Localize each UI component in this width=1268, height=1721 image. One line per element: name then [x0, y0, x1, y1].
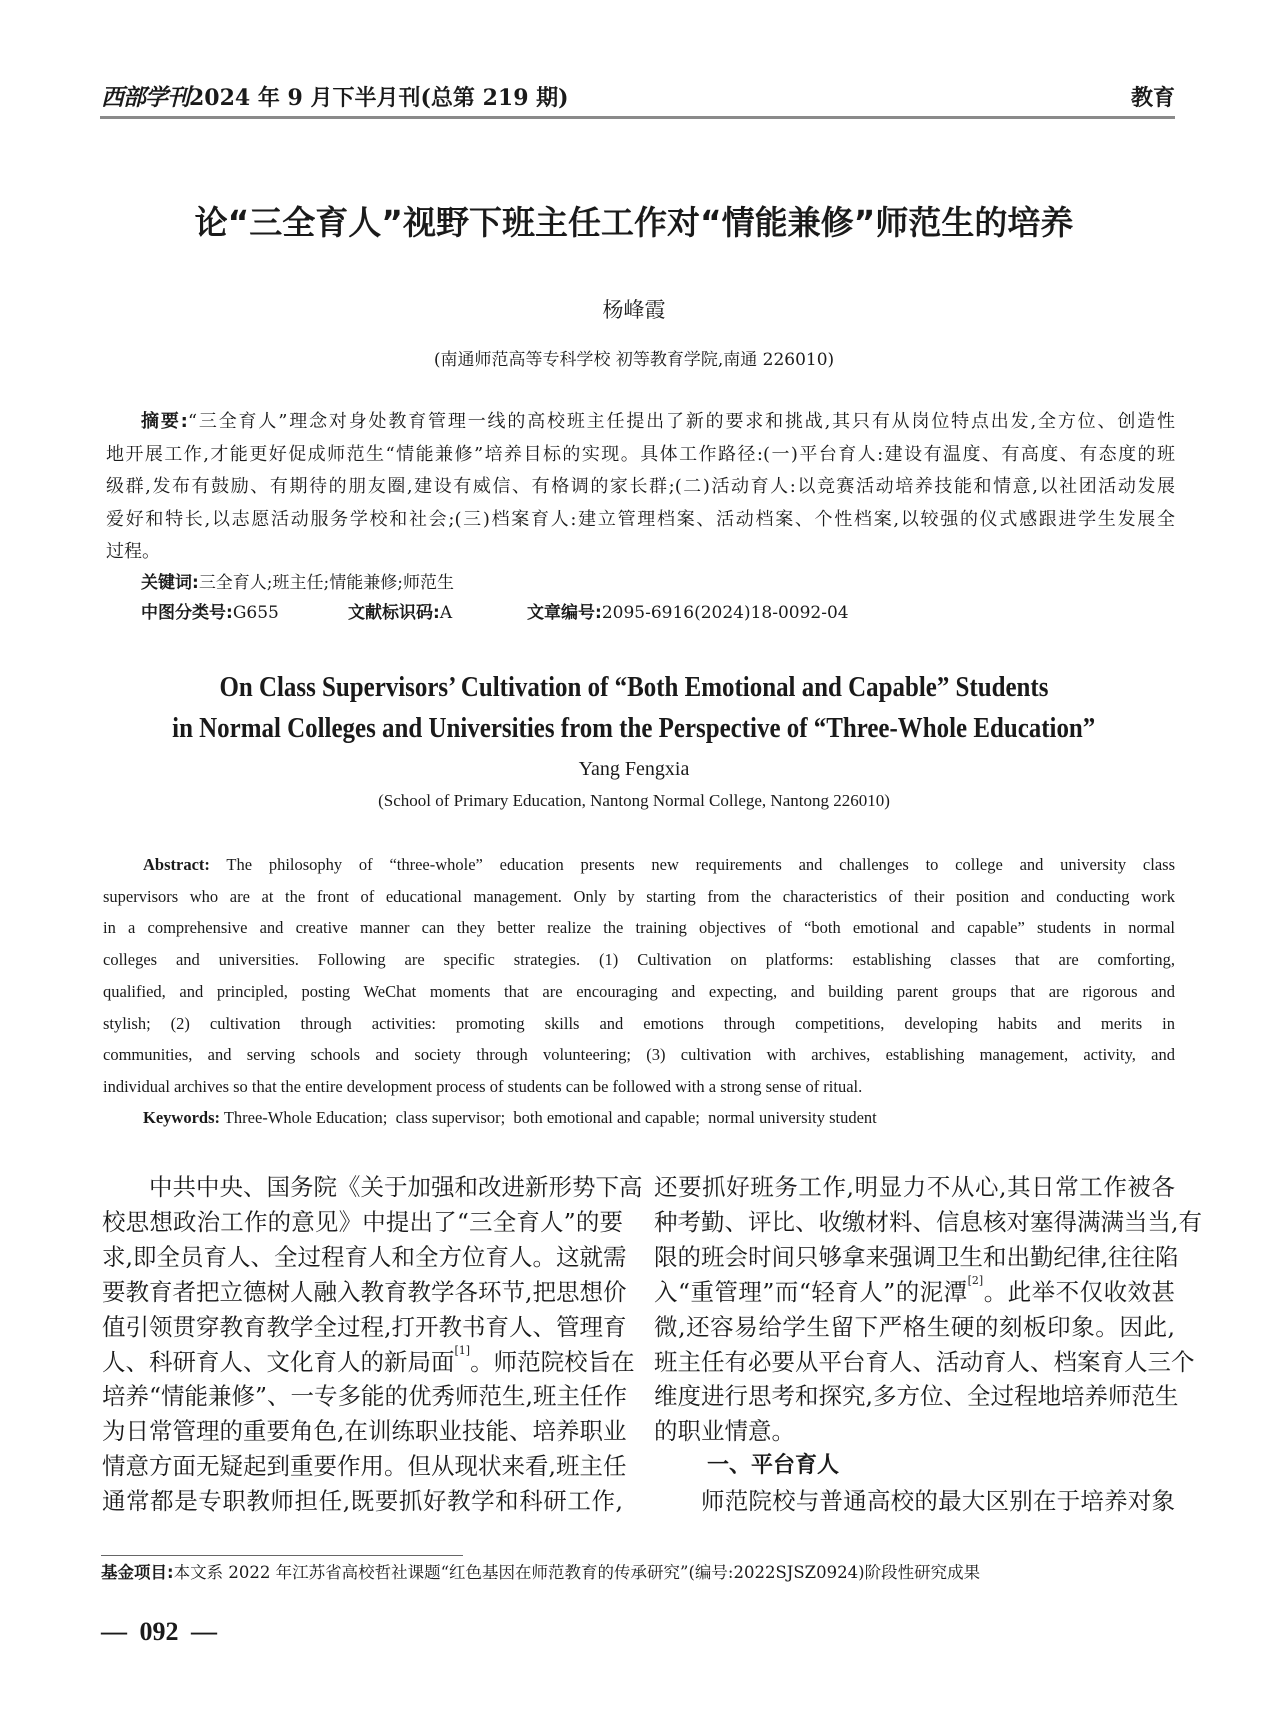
body-line — [654, 1275, 1175, 1310]
body-text: 的职业情意。 — [654, 1417, 795, 1446]
body-line — [102, 1275, 627, 1310]
keywords-cn-value: 三全育人;班主任;情能兼修;师范生 — [198, 573, 454, 593]
title-en-text: On Class Supervisors’ Cultivation of “Both Emotional and Capable” Students — [219, 671, 1049, 703]
body-text: 要教育者把立德树人融入教育教学各环节,把思想价 — [102, 1277, 627, 1306]
document-code — [348, 599, 452, 627]
body-line — [102, 1170, 643, 1205]
abstract-line — [103, 976, 1175, 1008]
abstract-line-text: 爱好和特长,以志愿活动服务学校和社会;(三)档案育人:建立管理档案、活动档案、个性档案,以较强的仪式感跟进学生发展全 — [106, 508, 1175, 530]
title-en-line-2 — [0, 710, 1268, 746]
article-number — [527, 599, 849, 627]
abstract-line-text: The philosophy of “three-whole” education presents new requirements and challenges to college and university class — [226, 855, 1176, 874]
section-heading — [654, 1449, 1175, 1484]
abstract-line-text: supervisors who are at the front of educational management. Only by starting from the characteristics of their position and conducting work — [103, 886, 1175, 906]
abstract-line — [103, 1008, 1175, 1040]
abstract-line — [103, 849, 1175, 881]
body-text: 班主任有必要从平台育人、活动育人、档案育人三个 — [654, 1347, 1195, 1376]
body-text: 求,即全员育人、全过程育人和全方位育人。这就需 — [102, 1242, 627, 1271]
body-text: 。此举不仅收效甚 — [983, 1277, 1176, 1306]
abstract-line-text: individual archives so that the entire development process of students can be followed with a strong sense of ritual. — [103, 1076, 863, 1096]
journal-logo: 西部学刊 — [101, 84, 189, 111]
abstract-label: 摘要: — [141, 411, 188, 432]
abstract-en — [103, 849, 1175, 1103]
article-value: 2095-6916(2024)18-0092-04 — [601, 603, 849, 623]
body-column-right — [654, 1170, 1202, 1519]
body-text: 校思想政治工作的意见》中提出了“三全育人”的要 — [102, 1207, 623, 1236]
doc-label: 文献标识码: — [348, 603, 440, 623]
author-cn: 杨峰霞 — [602, 298, 666, 322]
body-line — [654, 1310, 1175, 1345]
abstract-line-text: qualified, and principled, posting WeChat moments that are encouraging and expecting, and building parent groups that are rigorous and — [103, 981, 1175, 1001]
abstract-line — [106, 536, 1175, 569]
body-line — [102, 1205, 623, 1240]
body-text: 还要抓好班务工作,明显力不从心,其日常工作被各 — [654, 1173, 1175, 1201]
body-text: 维度进行思考和探究,多方位、全过程地培养师范生 — [654, 1382, 1179, 1411]
body-text: 通常都是专职教师担任,既要抓好教学和科研工作, — [102, 1487, 623, 1516]
footnote-divider — [101, 1555, 463, 1556]
keywords-en — [143, 1104, 877, 1132]
abstract-label: Abstract: — [143, 855, 210, 874]
header-divider — [100, 116, 1175, 119]
body-line — [102, 1484, 623, 1519]
abstract-line — [103, 881, 1175, 913]
doc-value: A — [439, 603, 453, 623]
abstract-line — [106, 504, 1175, 537]
abstract-line-text: in a comprehensive and creative manner can they better realize the training objectives of “both emotional and capable” students in normal — [103, 918, 1175, 938]
affiliation-cn: (南通师范高等专科学校 初等教育学院,南通 226010) — [433, 350, 835, 370]
abstract-line-text: “三全育人”理念对身处教育管理一线的高校班主任提出了新的要求和挑战,其只有从岗位特点出发,全方位、创造性 — [187, 411, 1175, 432]
keywords-cn — [141, 569, 454, 597]
footnote-text: 本文系 2022 年江苏省高校哲社课题“红色基因在师范教育的传承研究”(编号:2022SJSZ0924)阶段性研究成果 — [173, 1563, 981, 1582]
abstract-line-text: colleges and universities. Following are specific strategies. (1) Cultivation on platforms: establishing classes that are comforting, — [103, 950, 1175, 970]
footnote-label: 基金项目: — [101, 1563, 174, 1582]
body-text: 限的班会时间只够拿来强调卫生和出勤纪律,往往陷 — [654, 1242, 1179, 1271]
body-line — [102, 1310, 627, 1345]
abstract-line — [103, 1071, 1175, 1103]
keywords-en-label: Keywords: — [143, 1108, 220, 1127]
title-en-text: in Normal Colleges and Universities from the Perspective of “Three-Whole Education” — [172, 712, 1096, 744]
affiliation-en: (School of Primary Education, Nantong Normal College, Nantong 226010) — [378, 791, 890, 810]
abstract-line — [106, 439, 1175, 472]
body-text: 人、科研育人、文化育人的新局面 — [102, 1347, 455, 1376]
citation-ref[interactable]: [1] — [454, 1343, 471, 1357]
running-header — [101, 84, 1175, 112]
clc-label: 中图分类号: — [141, 603, 233, 623]
article-label: 文章编号: — [527, 603, 602, 623]
body-text: 为日常管理的重要角色,在训练职业技能、培养职业 — [102, 1417, 627, 1446]
abstract-line-text: 过程。 — [106, 541, 160, 562]
section-name: 教育 — [1130, 85, 1175, 111]
body-line — [654, 1170, 1175, 1205]
abstract-line — [103, 944, 1175, 976]
keywords-cn-label: 关键词: — [141, 573, 199, 593]
body-text: 培养“情能兼修”、一专多能的优秀师范生,班主任作 — [102, 1382, 627, 1411]
body-text: 种考勤、评比、收缴材料、信息核对塞得满满当当,有 — [654, 1207, 1202, 1236]
body-line — [654, 1205, 1202, 1240]
abstract-line-text: stylish; (2) cultivation through activities: promoting skills and emotions through competitions, developing habits and merits in — [103, 1013, 1175, 1033]
body-text: 中共中央、国务院《关于加强和改进新形势下高 — [149, 1173, 643, 1201]
body-line — [102, 1449, 627, 1484]
body-line — [102, 1414, 627, 1449]
abstract-line — [106, 471, 1175, 504]
body-line — [654, 1414, 1175, 1449]
body-text: 情意方面无疑起到重要作用。但从现状来看,班主任 — [102, 1452, 627, 1481]
keywords-en-value: Three-Whole Education; class supervisor; both emotional and capable; normal university student — [223, 1108, 877, 1127]
body-text: 。师范院校旨在 — [470, 1347, 635, 1376]
body-line — [654, 1484, 1175, 1519]
abstract-line — [106, 406, 1175, 439]
clc-value: G655 — [232, 603, 279, 623]
citation-ref[interactable]: [2] — [967, 1273, 984, 1287]
abstract-line-text: 地开展工作,才能更好促成师范生“情能兼修”培养目标的实现。具体工作路径:(一)平台育人:建设有温度、有高度、有态度的班 — [106, 443, 1175, 465]
body-line — [654, 1345, 1195, 1380]
title-en-line-1 — [0, 669, 1268, 705]
body-line — [102, 1240, 627, 1275]
abstract-line-text: communities, and serving schools and society through volunteering; (3) cultivation with archives, establishing management, activity, and — [103, 1045, 1175, 1065]
abstract-line-text: 级群,发布有鼓励、有期待的朋友圈,建设有威信、有格调的家长群;(二)活动育人:以竞赛活动培养技能和情意,以社团活动发展 — [106, 476, 1175, 497]
issue-info: 2024 年 9 月下半月刊(总第 219 期) — [189, 85, 569, 111]
body-text: 入“重管理”而“轻育人”的泥潭 — [654, 1277, 968, 1306]
page-number: — 092 — — [101, 1617, 217, 1646]
body-column-left — [102, 1170, 643, 1519]
body-line — [654, 1379, 1179, 1414]
section-heading-text: 一、平台育人 — [707, 1453, 840, 1479]
body-text: 值引领贯穿教育教学全过程,打开教书育人、管理育 — [102, 1312, 627, 1341]
body-line — [102, 1343, 635, 1380]
author-en: Yang Fengxia — [578, 758, 690, 780]
title-cn: 论“三全育人”视野下班主任工作对“情能兼修”师范生的培养 — [194, 203, 1074, 242]
body-line — [654, 1240, 1179, 1275]
abstract-line — [103, 1039, 1175, 1071]
abstract-cn — [106, 406, 1175, 569]
abstract-line — [103, 912, 1175, 944]
body-text: 师范院校与普通高校的最大区别在于培养对象 — [701, 1487, 1175, 1516]
funding-footnote — [101, 1560, 980, 1586]
body-text: 微,还容易给学生留下严格生硬的刻板印象。因此, — [654, 1312, 1175, 1341]
clc-number — [141, 599, 279, 627]
body-line — [102, 1379, 627, 1414]
